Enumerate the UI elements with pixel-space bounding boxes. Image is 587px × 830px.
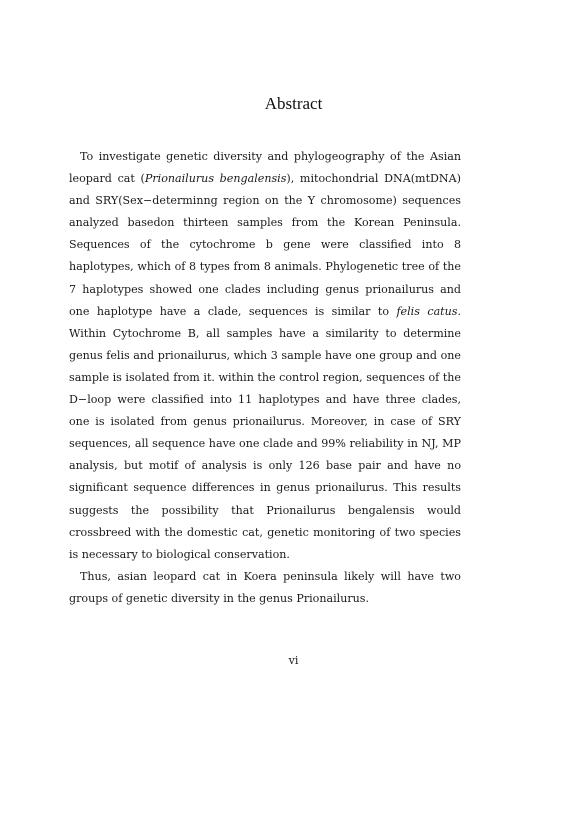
species-name-italic: Prionailurus bengalensis [144, 172, 287, 186]
paragraph-1-intro: To investigate genetic diversity and phylogeography of the Asian leopard cat ( [69, 150, 461, 186]
felis-catus-italic: felis catus. [396, 304, 462, 318]
page-number: vi [288, 654, 299, 667]
abstract-body [69, 146, 461, 610]
paragraph-1-body: ), mitochondrial DNA(mtDNA) and SRY(Sex−determinng region on the Y chromosome) sequences analyzed basedon thirteen samples from the Korean Peninsula. Sequences of the cytochrome b gene were classified into 8 haplotypes, which of 8 types from 8 animals. Phylogenetic tree of the 7 haplotypes showed one clades including genus prionailurus and one haplotype have a clade, sequences is similar to [69, 172, 461, 318]
paragraph-1-remainder: Within Cytochrome B, all samples have a similarity to determine genus felis and prionailurus, which 3 sample have one group and one sample is isolated from it. within the control region, sequences of the D−loop were classified into 11 haplotypes and have three clades, one is isolated from genus prionailurus. Moreover, in case of SRY sequences, all sequence have one clade and 99% reliability in NJ, MP analysis, but motif of analysis is only 126 base pair and have no significant sequence differences in genus prionailurus. This results suggests the possibility that Prionailurus bengalensis would crossbreed with the domestic cat, genetic monitoring of two species is necessary to biological conservation. [69, 326, 461, 561]
abstract-paragraph-1 [69, 146, 461, 566]
abstract-paragraph-2: Thus, asian leopard cat in Koera peninsula likely will have two groups of genetic diversity in the genus Prionailurus. [69, 569, 461, 605]
page-title: Abstract [264, 94, 323, 113]
